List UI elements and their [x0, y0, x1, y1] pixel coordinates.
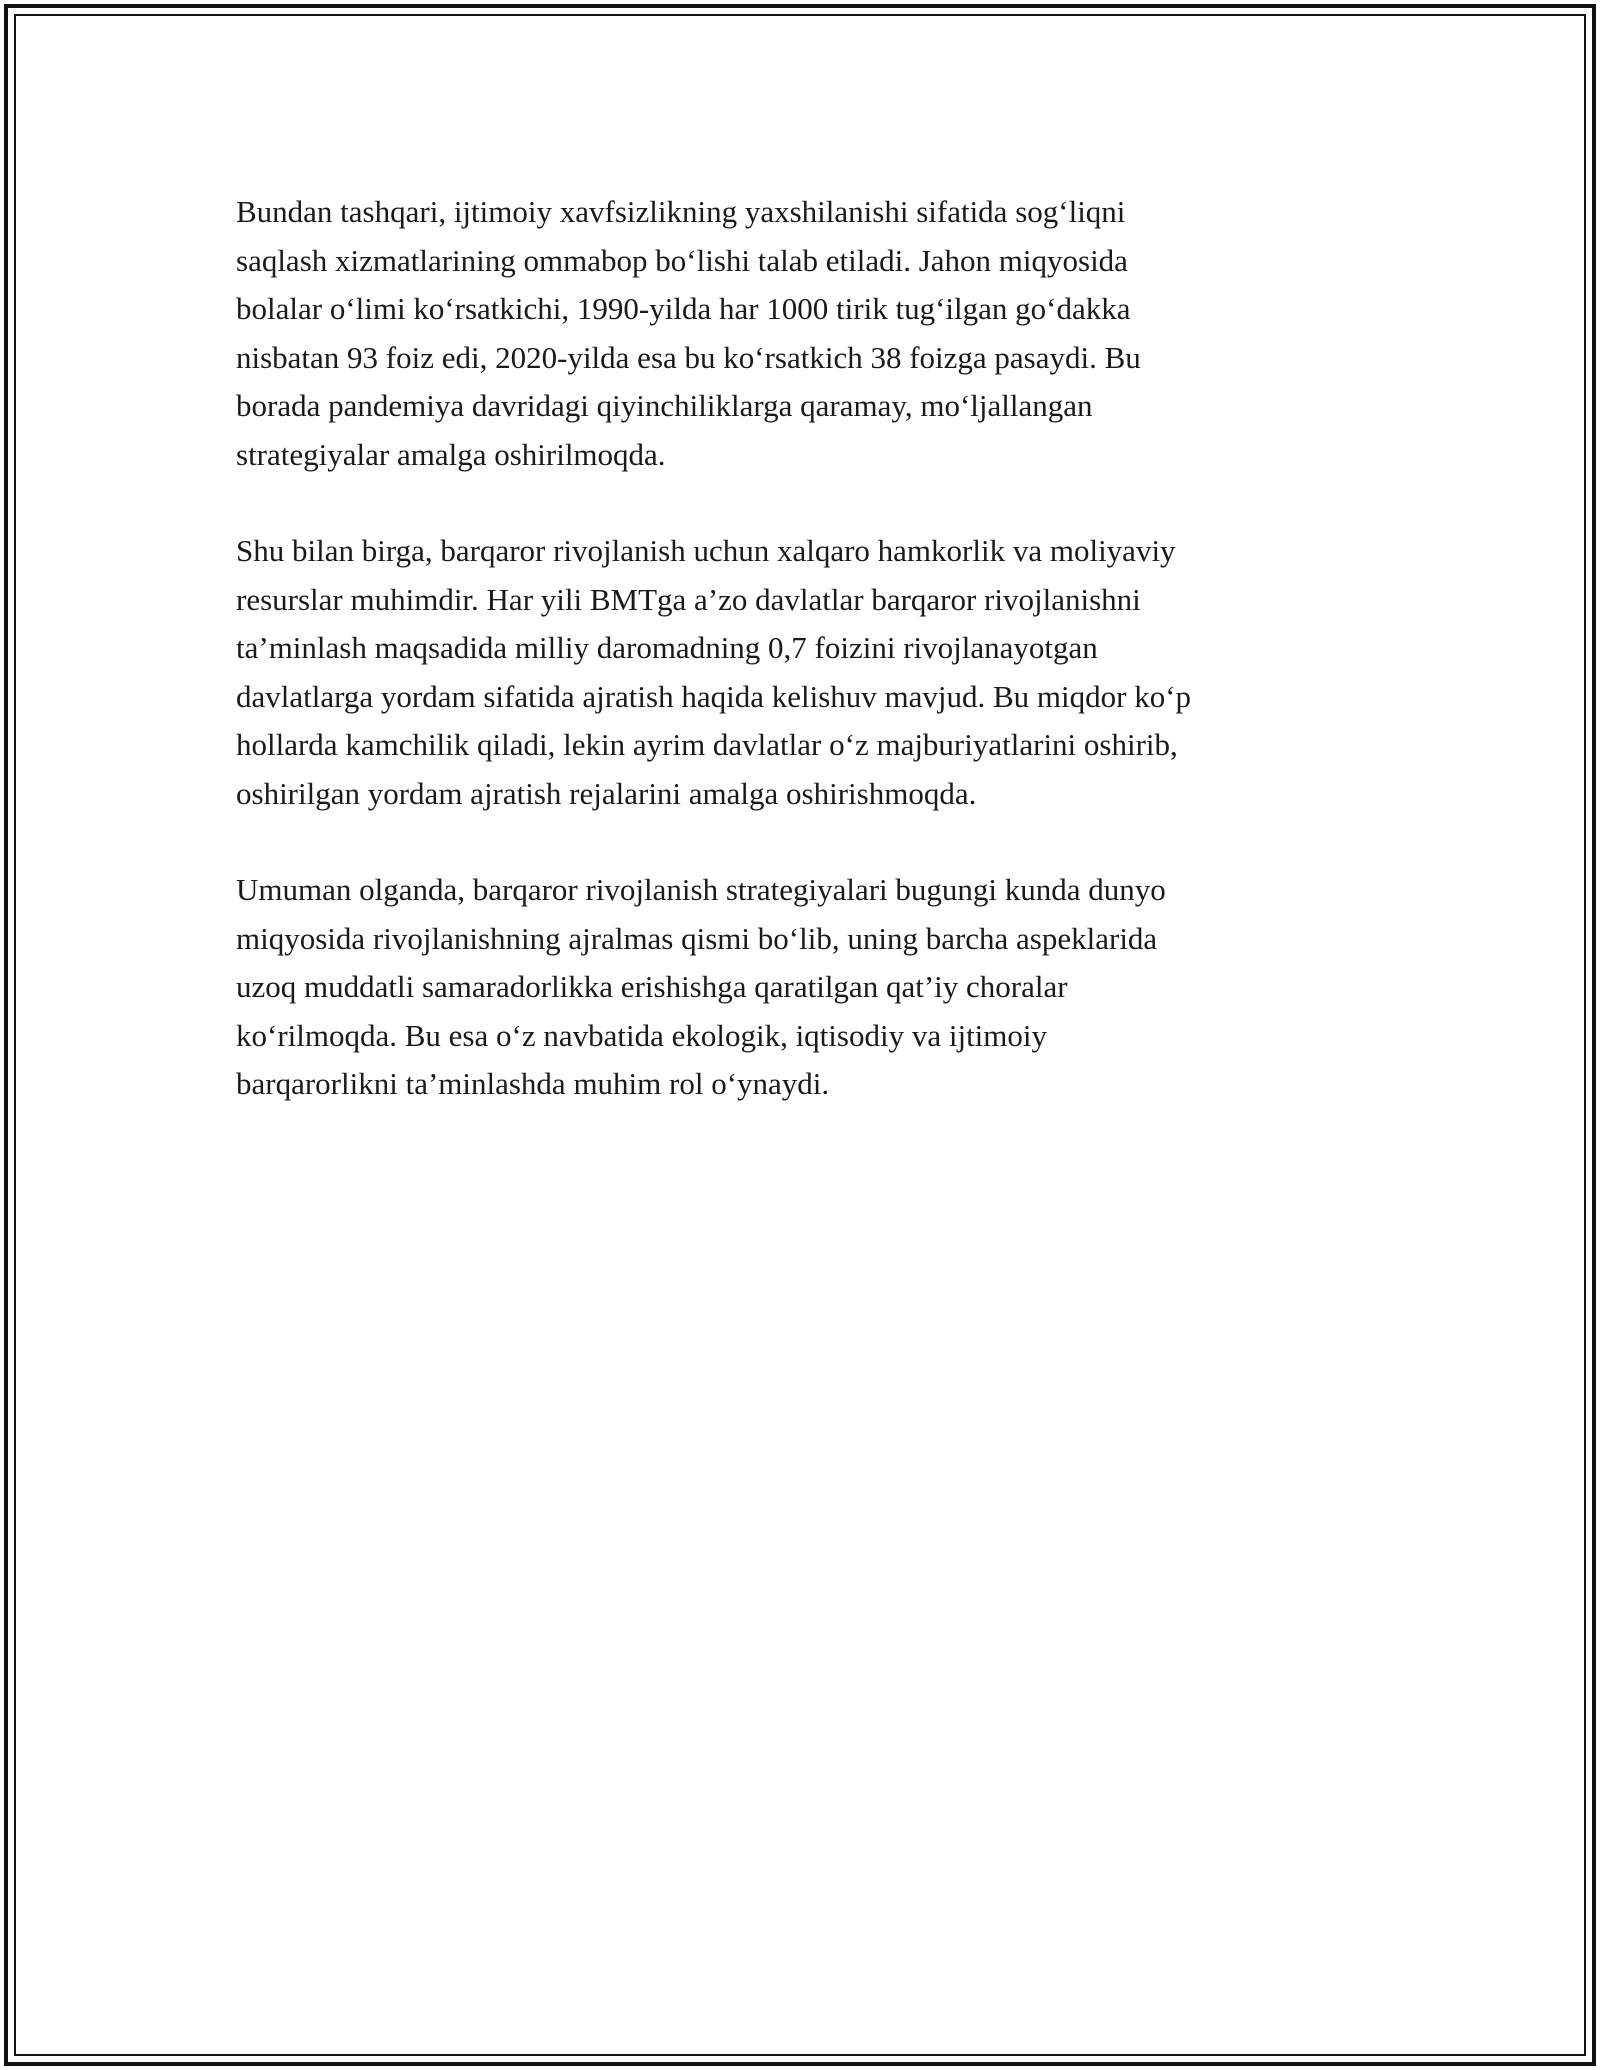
text-line: borada pandemiya davridagi qiyinchiliklarga qaramay, mo‘ljallangan — [236, 388, 1093, 423]
text-line: hollarda kamchilik qiladi, lekin ayrim davlatlar o‘z majburiyatlarini oshirib, — [236, 727, 1178, 762]
text-line: Umuman olganda, barqaror rivojlanish strategiyalari bugungi kunda dunyo — [236, 872, 1166, 907]
text-line: ta’minlash maqsadida milliy daromadning 0,7 foizini rivojlanayotgan — [236, 630, 1098, 665]
text-line: oshirilgan yordam ajratish rejalarini amalga oshirishmoqda. — [236, 775, 977, 811]
text-line: davlatlarga yordam sifatida ajratish haqida kelishuv mavjud. Bu miqdor ko‘p — [236, 678, 1192, 714]
text-line: miqyosida rivojlanishning ajralmas qismi bo‘lib, uning barcha aspeklarida — [236, 920, 1158, 956]
document-body — [236, 188, 1396, 1157]
text-line: Bundan tashqari, ijtimoiy xavfsizlikning yaxshilanishi sifatida sog‘liqni — [236, 194, 1126, 229]
text-line: resurslar muhimdir. Har yili BMTga a’zo davlatlar barqaror rivojlanishni — [236, 581, 1141, 617]
paragraph-2 — [236, 527, 1396, 818]
paragraph-3 — [236, 866, 1396, 1109]
text-line: barqarorlikni ta’minlashda muhim rol o‘ynaydi. — [236, 1066, 830, 1101]
paragraph-1 — [236, 188, 1396, 479]
text-line: Shu bilan birga, barqaror rivojlanish uchun xalqaro hamkorlik va moliyaviy — [236, 533, 1176, 568]
text-line: saqlash xizmatlarining ommabop bo‘lishi talab etiladi. Jahon miqyosida — [236, 242, 1128, 278]
text-line: uzoq muddatli samaradorlikka erishishga qaratilgan qat’iy choralar — [236, 969, 1068, 1004]
text-line: bolalar o‘limi ko‘rsatkichi, 1990-yilda har 1000 tirik tug‘ilgan go‘dakka — [236, 291, 1131, 326]
text-line: ko‘rilmoqda. Bu esa o‘z navbatida ekologik, iqtisodiy va ijtimoiy — [236, 1017, 1048, 1053]
text-line: strategiyalar amalga oshirilmoqda. — [236, 436, 666, 472]
text-line: nisbatan 93 foiz edi, 2020-yilda esa bu ko‘rsatkich 38 foizga pasaydi. Bu — [236, 339, 1141, 375]
